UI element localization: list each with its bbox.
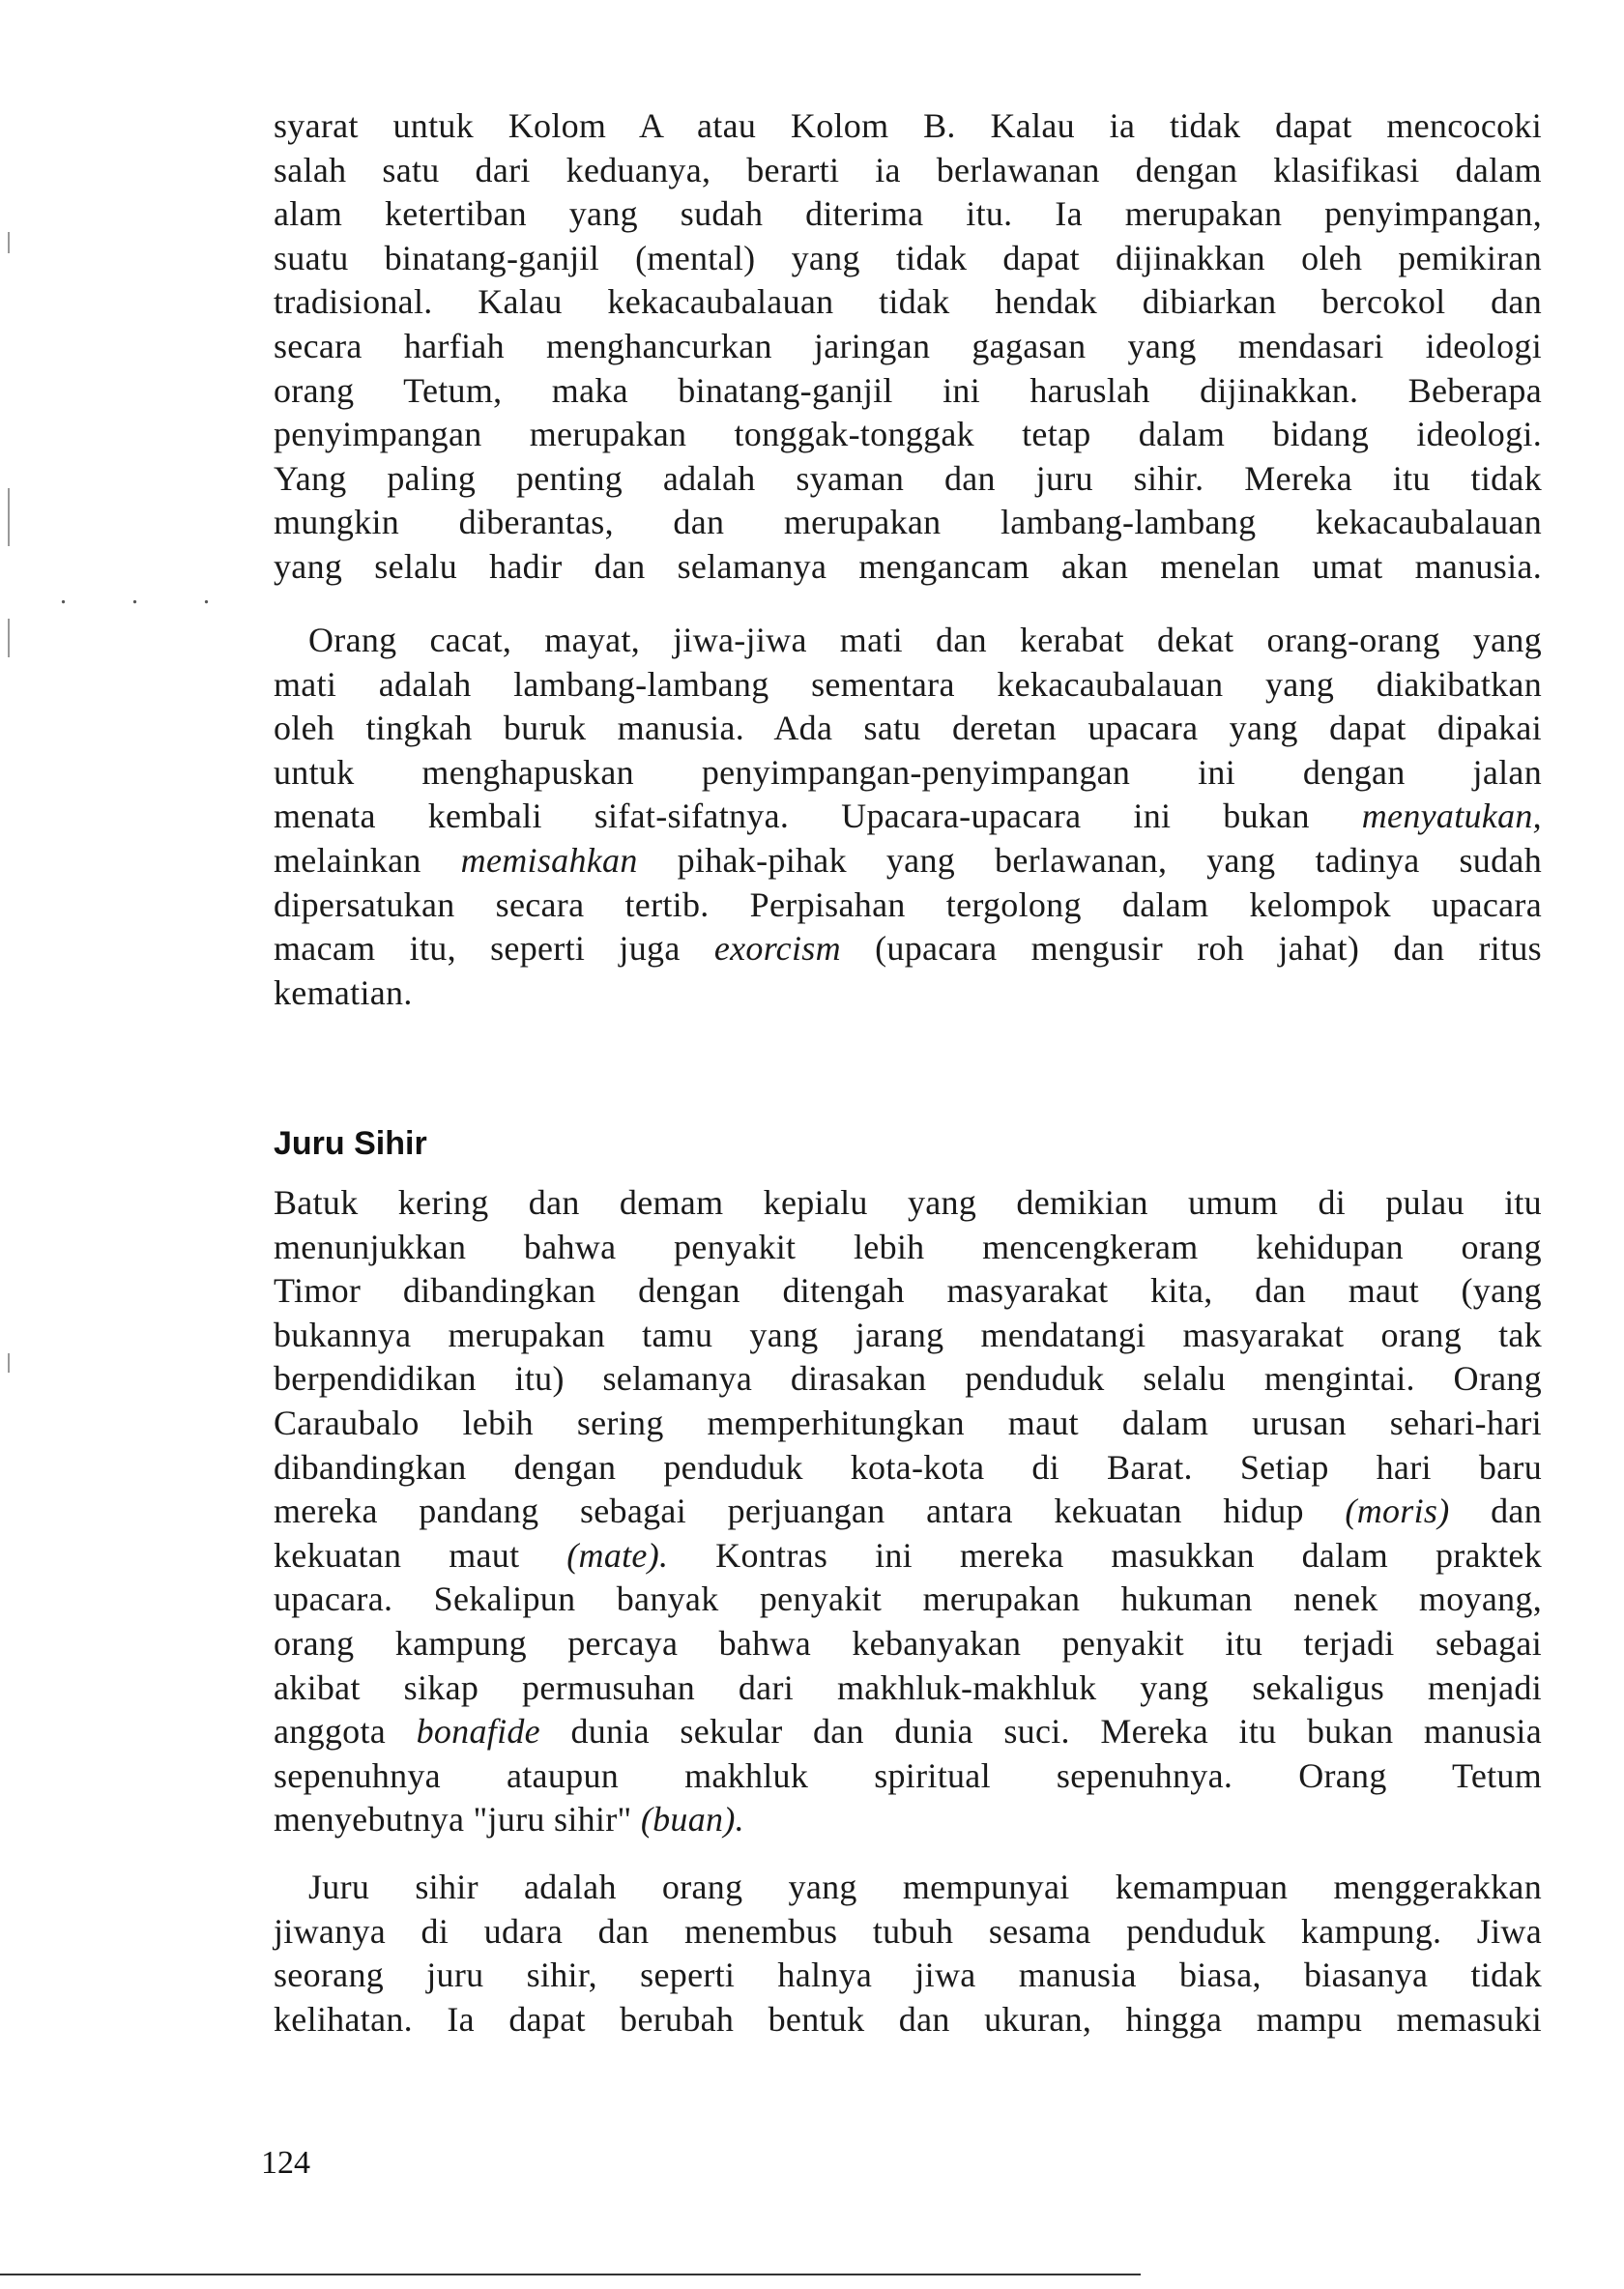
text-line: Batuk kering dan demam kepialu yang demikian umum di pulau itu [274,1183,1542,1222]
text-line: syarat untuk Kolom A atau Kolom B. Kalau ia tidak dapat mencocoki [274,106,1542,145]
text-line: akibat sikap permusuhan dari makhluk-makhluk yang sekaligus menjadi [274,1667,1542,1707]
text-line: orang Tetum, maka binatang-ganjil ini haruslah dijinakkan. Beberapa [274,370,1542,410]
text-run: macam itu, seperti juga [274,929,714,969]
text-line [274,839,1542,884]
text-line: jiwanya di udara dan menembus tubuh sesama penduduk kampung. Jiwa [274,1911,1542,1951]
text-line: berpendidikan itu) selamanya dirasakan penduduk selalu mengintai. Orang [274,1359,1542,1399]
text-run: Kontras ini mereka masukkan dalam praktek [668,1535,1542,1575]
text-line: Timor dibandingkan dengan ditengah masyarakat kita, dan maut (yang [274,1271,1542,1311]
text-line: alam ketertiban yang sudah diterima itu. Ia merupakan penyimpangan, [274,194,1542,234]
text-line: suatu binatang-ganjil (mental) yang tidak dapat dijinakkan oleh pemikiran [274,238,1542,277]
italic-term: menyatukan, [1361,797,1542,836]
text-line [274,1534,1542,1579]
italic-term: (buan). [640,1800,744,1840]
text-run: pihak-pihak yang berlawanan, yang tadinya sudah [637,840,1542,880]
text-line: yang selalu hadir dan selamanya mengancam akan menelan umat manusia. [274,546,1542,586]
text-line [274,1710,1542,1754]
page-number: 124 [261,2145,310,2181]
margin-mark [8,619,10,657]
text-run: menyebutnya "juru sihir" [274,1800,641,1840]
text-run: dunia sekular dan dunia suci. Mereka itu bukan manusia [539,1712,1542,1752]
text-run: anggota [274,1712,417,1752]
text-line: mati adalah lambang-lambang sementara kekacaubalauan yang diakibatkan [274,664,1542,704]
margin-dots: . . . [60,580,239,610]
text-line: Orang cacat, mayat, jiwa-jiwa mati dan kerabat dekat orang-orang yang [308,621,1542,659]
text-line: dipersatukan secara tertib. Perpisahan tergolong dalam kelompok upacara [274,884,1542,924]
text-line: kematian. [274,972,413,1012]
margin-mark [8,232,10,253]
text-line: oleh tingkah buruk manusia. Ada satu deretan upacara yang dapat dipakai [274,709,1542,748]
text-line: tradisional. Kalau kekacaubalauan tidak hendak dibiarkan bercokol dan [274,282,1542,322]
paragraph-4 [274,1866,1542,2042]
paragraph-2 [274,619,1542,1015]
italic-term: (mate). [566,1535,669,1575]
text-line: kelihatan. Ia dapat berubah bentuk dan ukuran, hingga mampu memasuki [274,1999,1542,2039]
text-line: secara harfiah menghancurkan jaringan gagasan yang mendasari ideologi [274,326,1542,365]
italic-term: bonafide [416,1712,540,1752]
text-line: bukannya merupakan tamu yang jarang mendatangi masyarakat orang tak [274,1315,1542,1354]
italic-term: exorcism [713,929,841,969]
text-line: dibandingkan dengan penduduk kota-kota di Barat. Setiap hari baru [274,1447,1542,1487]
text-line [274,1798,1542,1842]
text-line: Caraubalo lebih sering memperhitungkan maut dalam urusan sehari-hari [274,1403,1542,1442]
text-line: sepenuhnya ataupun makhluk spiritual sepenuhnya. Orang Tetum [274,1755,1542,1795]
text-line: untuk menghapuskan penyimpangan-penyimpangan ini dengan jalan [274,752,1542,792]
text-line: mungkin diberantas, dan merupakan lambang-lambang kekacaubalauan [274,503,1542,542]
text-run: dan [1449,1492,1542,1531]
margin-mark [8,488,10,546]
text-line: menunjukkan bahwa penyakit lebih mencengkeram kehidupan orang [274,1227,1542,1266]
text-line: Yang paling penting adalah syaman dan juru sihir. Mereka itu tidak [274,458,1542,498]
text-line [274,927,1542,971]
text-line: seorang juru sihir, seperti halnya jiwa manusia biasa, biasanya tidak [274,1956,1542,1995]
text-run: kekuatan maut [274,1535,567,1575]
text-run: mereka pandang sebagai perjuangan antara kekuatan hidup [274,1492,1346,1531]
text-line: Juru sihir adalah orang yang mempunyai kemampuan menggerakkan [308,1868,1542,1906]
text-line: upacara. Sekalipun banyak penyakit merupakan hukuman nenek moyang, [274,1579,1542,1619]
text-line: penyimpangan merupakan tonggak-tonggak tetap dalam bidang ideologi. [274,415,1542,454]
text-run: (upacara mengusir roh jahat) dan ritus [840,929,1542,969]
text-line: salah satu dari keduanya, berarti ia berlawanan dengan klasifikasi dalam [274,150,1542,189]
paragraph-3 [274,1181,1542,1842]
italic-term: (moris) [1345,1492,1450,1531]
bottom-rule [0,2274,1141,2275]
italic-term: memisahkan [460,840,638,880]
text-line: orang kampung percaya bahwa kebanyakan penyakit itu terjadi sebagai [274,1623,1542,1663]
text-line [274,1490,1542,1534]
text-run: menata kembali sifat-sifatnya. Upacara-upacara ini bukan [274,797,1362,836]
paragraph-1 [274,104,1542,590]
text-line [274,795,1542,839]
margin-mark [8,1353,10,1373]
text-run: melainkan [274,840,461,880]
section-heading: Juru Sihir [274,1125,427,1162]
